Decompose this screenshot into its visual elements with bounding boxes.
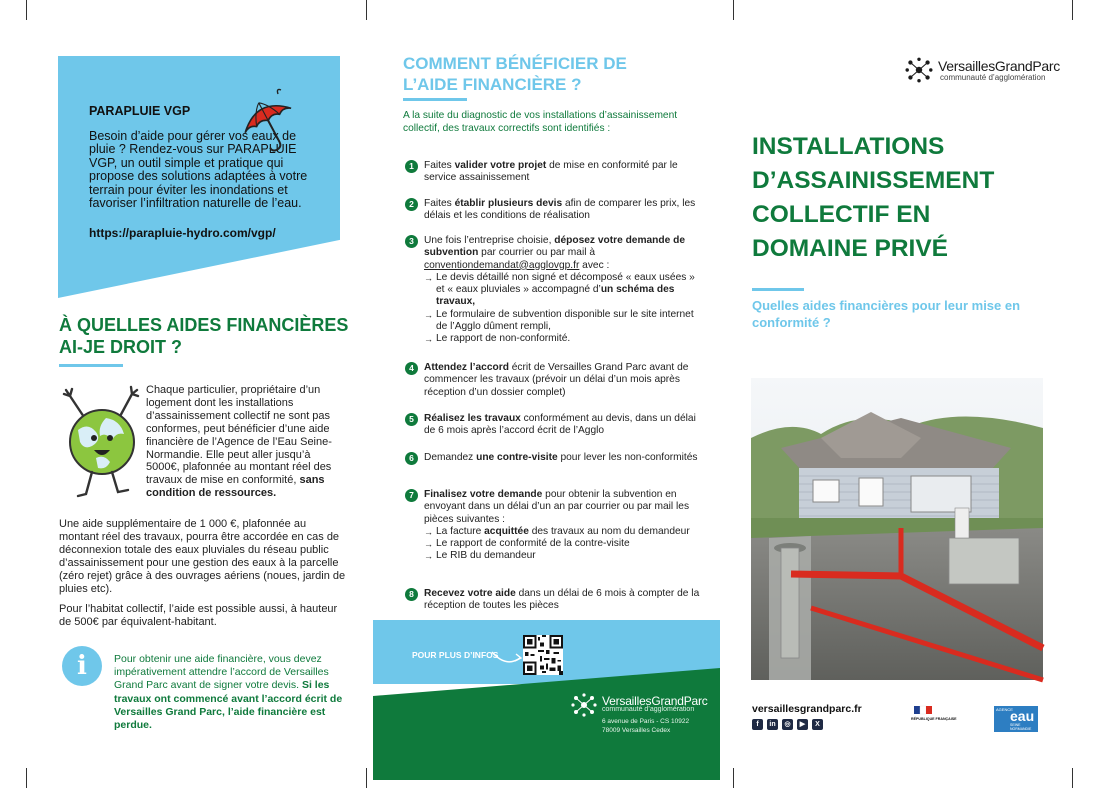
subitem-text: des travaux au nom du demandeur [528,525,690,537]
aides-paragraph-3: Pour l’habitat collectif, l’aide est possible aussi, à hauteur de 500€ par équivalent-habitant. [59,603,338,628]
step-text-bold: établir plusieurs devis [454,198,563,209]
aides-paragraph-bold: sans condition de ressources. [146,474,325,500]
crop-mark [733,0,734,20]
aides-title-line: À QUELLES AIDES FINANCIÈRES [59,315,349,335]
step-text-post: dans un délai de 6 mois à compter de la réception de toutes les pièces [424,588,700,612]
step-text-bold: Réalisez les travaux [424,413,521,424]
divider [752,288,804,291]
step-number: 1 [405,160,418,173]
middle-title-line: COMMENT BÉNÉFICIER DE [403,54,627,73]
step-subitem [424,272,705,309]
facebook-icon[interactable]: f [752,719,763,730]
parapluie-body: Besoin d’aide pour gérer vos eaux de pluie ? Rendez-vous sur PARAPLUIE VGP, un outil simple et pratique qui propose des solutions adaptées à votre terrain pour éviter les inondations et favoriser l’infiltration naturelle de l’eau. [89,129,308,211]
step-7 [405,489,705,563]
step-number: 3 [405,235,418,248]
instagram-icon[interactable]: ◎ [782,719,793,730]
step-text-post: pour lever les non-conformités [557,452,698,463]
aides-title-line: AI-JE DROIT ? [59,337,183,357]
crop-mark [1072,0,1073,20]
vgp-logo-subtitle: communauté d’agglomération [940,73,1046,82]
step-number: 6 [405,452,418,465]
linkedin-icon[interactable]: in [767,719,778,730]
republique-text: RÉPUBLIQUE FRANÇAISE [911,717,957,721]
step-text-bold: Finalisez votre demande [424,489,543,500]
step-text [424,489,705,526]
step-2 [405,198,705,223]
crop-mark [26,768,27,788]
step-text-post: pour obtenir la subvention en envoyant dans un délai d’un an par courrier ou par mail les pièces suivantes : [424,489,690,525]
page-subtitle: Quelles aides financières pour leur mise en conformité ? [752,298,1021,330]
info-icon [62,646,102,686]
info-icon-glyph: i [77,651,87,681]
umbrella-icon [238,88,302,160]
step-text-pre: Faites [424,160,455,171]
step-text-bold: Attendez l’accord [424,362,509,373]
step-text-bold: déposez votre demande de subvention [424,235,686,259]
step-number: 7 [405,489,418,502]
step-8 [405,588,705,613]
page-title-line: INSTALLATIONS [752,133,945,160]
x-icon[interactable]: X [812,719,823,730]
subitem-text: Le devis détaillé non signé et décomposé « eaux usées » et « eaux pluviales » accompagné d’ [436,271,695,296]
step-3 [405,235,705,346]
crop-mark [733,768,734,788]
subitem-text: Le formulaire de subvention disponible sur le site internet de l’Agglo dûment rempli, [436,308,694,333]
subitem-text: Le RIB du demandeur [436,550,536,562]
email-link[interactable]: conventiondemandat@agglovgp.fr [424,259,580,271]
subitem-text: Le rapport de non-conformité. [436,333,571,345]
aides-title [59,314,349,358]
step-number: 5 [405,413,418,426]
step-subitem [424,526,705,538]
step-6 [405,452,705,464]
aides-paragraph-1 [146,384,346,500]
eau-logo-top: AGENCE [996,707,1013,712]
step-text-post: afin de comparer les prix, les délais et les conditions de réalisation [424,198,696,222]
vgp-logo-subtitle: communauté d’agglomération [602,706,695,713]
page-title-line: COLLECTIF EN [752,201,931,228]
qr-code[interactable] [523,635,563,675]
step-4 [405,362,705,399]
info-warning-text [114,653,350,732]
subitem-text: Le rapport de conformité de la contre-visite [436,538,630,550]
step-text [424,452,705,464]
step-text-post: avec : [579,259,610,271]
divider [403,98,467,101]
vgp-logo-icon [904,56,934,84]
crop-mark [26,0,27,20]
subitem-bold: un schéma des travaux, [436,284,675,308]
curved-arrow-icon [490,648,526,670]
aides-paragraph-2: Une aide supplémentaire de 1 000 €, plafonnée au montant réel des travaux, pourra être accordée en cas de déconnexion totale des eaux pluviales du réseau public d’assainissement pour une gestion des eaux à la parcelle (zéro rejet) grâce à des ouvrages aériens (noues, jardin de pluies etc). [59,518,346,595]
step-text-bold: une contre-visite [476,452,558,463]
crop-mark [366,768,367,788]
aides-paragraph-text: Chaque particulier, propriétaire d’un logement dont les installations d’assainissement collectif ne sont pas conformes, peut bénéficier d’une aide financière de l’Agence de l’Eau Seine-Normandie. Elle peut aller jusqu’à 5000€, plafonnée au montant réel des travaux de mise en conformité, [146,384,332,487]
step-text-post: conformément au devis, dans un délai de 6 mois après l’accord écrit de l’Agglo [424,413,696,437]
eau-logo-bottom: SEINE NORMANDIE [1010,723,1032,731]
middle-intro: A la suite du diagnostic de vos installations d’assainissement collectif, des travaux correctifs sont identifiés : [403,110,678,134]
middle-title [403,53,703,95]
address-line: 6 avenue de Paris - CS 10922 [602,718,690,725]
step-text-bold: valider votre projet [454,160,547,171]
website-link[interactable]: versaillesgrandparc.fr [752,703,862,715]
vgp-logo-name: VersaillesGrandParc [938,58,1060,74]
step-text [424,413,705,438]
step-text-pre: Une fois l’entreprise choisie, [424,235,555,246]
step-1 [405,160,705,185]
page-title [752,130,1072,266]
step-number: 4 [405,362,418,375]
step-subitem [424,550,705,562]
house-sewer-illustration [751,378,1043,680]
step-text-post: écrit de Versailles Grand Parc avant de commencer les travaux (prévoir un délai d’un mois après réception d’un dossier complet) [424,362,689,398]
vgp-logo-name: VersaillesGrandParc [602,694,708,708]
step-text-post: de mise en conformité par le service assainissement [424,160,678,184]
step-subitem [424,309,705,334]
middle-title-line: L’AIDE FINANCIÈRE ? [403,75,582,94]
page-title-line: D’ASSAINISSEMENT [752,167,995,194]
divider [59,364,123,367]
step-5 [405,413,705,438]
step-text [424,588,705,613]
page-title-line: DOMAINE PRIVÉ [752,235,949,262]
parapluie-title: PARAPLUIE VGP [89,104,191,118]
more-info-label: POUR PLUS D’INFOS [412,650,499,660]
info-text-bold: Si les travaux ont commencé avant l’accord écrit de Versailles Grand Parc, l’aide financière est perdue. [114,679,343,732]
vgp-logo-icon [570,692,598,718]
step-email-line [424,260,705,272]
parapluie-link[interactable]: https://parapluie-hydro.com/vgp/ [89,226,276,240]
agence-eau-logo [994,706,1038,732]
step-number: 2 [405,198,418,211]
step-text-bold: Recevez votre aide [424,588,516,599]
step-number: 8 [405,588,418,601]
step-text-post: par courrier ou par mail à [478,247,595,259]
step-subitem [424,538,705,550]
subitem-text: La facture [436,525,485,537]
subitem-bold: acquittée [484,525,529,537]
address-line: 78009 Versailles Cedex [602,727,671,734]
youtube-icon[interactable]: ▶ [797,719,808,730]
step-text [424,362,705,399]
step-text [424,160,705,185]
step-subitem [424,333,705,345]
crop-mark [1072,768,1073,788]
info-text-normal: Pour obtenir une aide financière, vous devez impérativement attendre l’accord de Versailles Grand Parc avant de signer votre devis. [114,653,329,692]
republique-francaise-logo [910,706,957,742]
step-text [424,198,705,223]
globe-mascot-illustration [56,372,146,502]
step-text-pre: Demandez [424,452,477,463]
crop-mark [366,0,367,20]
eau-logo-word: eau [1010,708,1035,724]
step-text [424,235,705,260]
step-text-pre: Faites [424,198,455,209]
